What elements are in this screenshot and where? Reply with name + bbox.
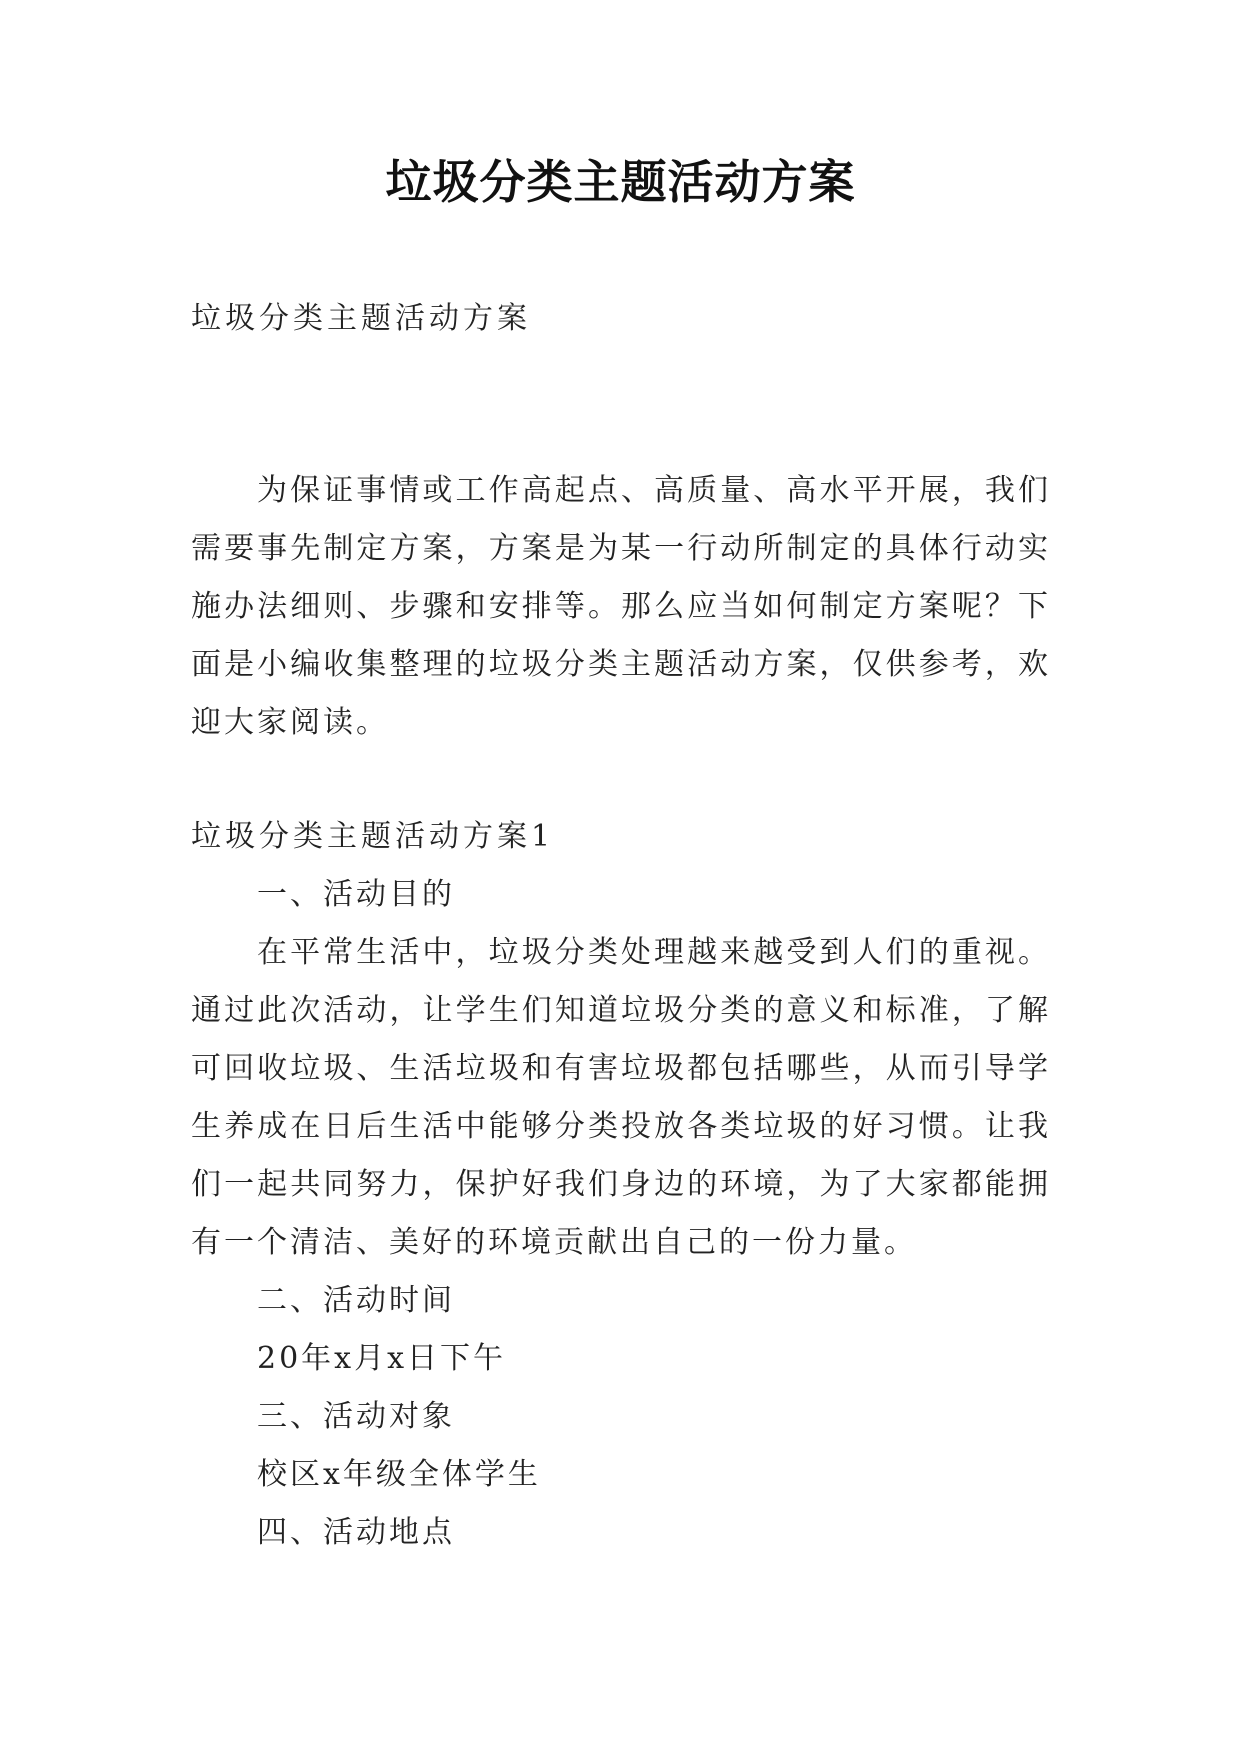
time-heading: 二、活动时间 — [257, 1283, 455, 1318]
section-1 — [191, 808, 1051, 1562]
section-1-heading: 垃圾分类主题活动方案1 — [191, 819, 555, 854]
intro-paragraph: 为保证事情或工作高起点、高质量、高水平开展，我们需要事先制定方案，方案是为某一行动所制定的具体行动实施办法细则、步骤和安排等。那么应当如何制定方案呢？下面是小编收集整理的垃圾分类主题活动方案，仅供参考，欢迎大家阅读。 — [191, 473, 1051, 740]
time-text: 20年x月x日下午 — [257, 1341, 507, 1376]
document-subtitle: 垃圾分类主题活动方案 — [191, 301, 531, 336]
target-heading: 三、活动对象 — [257, 1399, 455, 1434]
purpose-heading: 一、活动目的 — [257, 877, 455, 912]
location-heading: 四、活动地点 — [257, 1515, 455, 1550]
target-text: 校区x年级全体学生 — [257, 1457, 541, 1492]
document-title: 垃圾分类主题活动方案 — [385, 155, 856, 209]
purpose-paragraph: 在平常生活中，垃圾分类处理越来越受到人们的重视。通过此次活动，让学生们知道垃圾分类的意义和标准，了解可回收垃圾、生活垃圾和有害垃圾都包括哪些，从而引导学生养成在日后生活中能够分类投放各类垃圾的好习惯。让我们一起共同努力，保护好我们身边的环境，为了大家都能拥有一个清洁、美好的环境贡献出自己的一份力量。 — [191, 935, 1051, 1260]
